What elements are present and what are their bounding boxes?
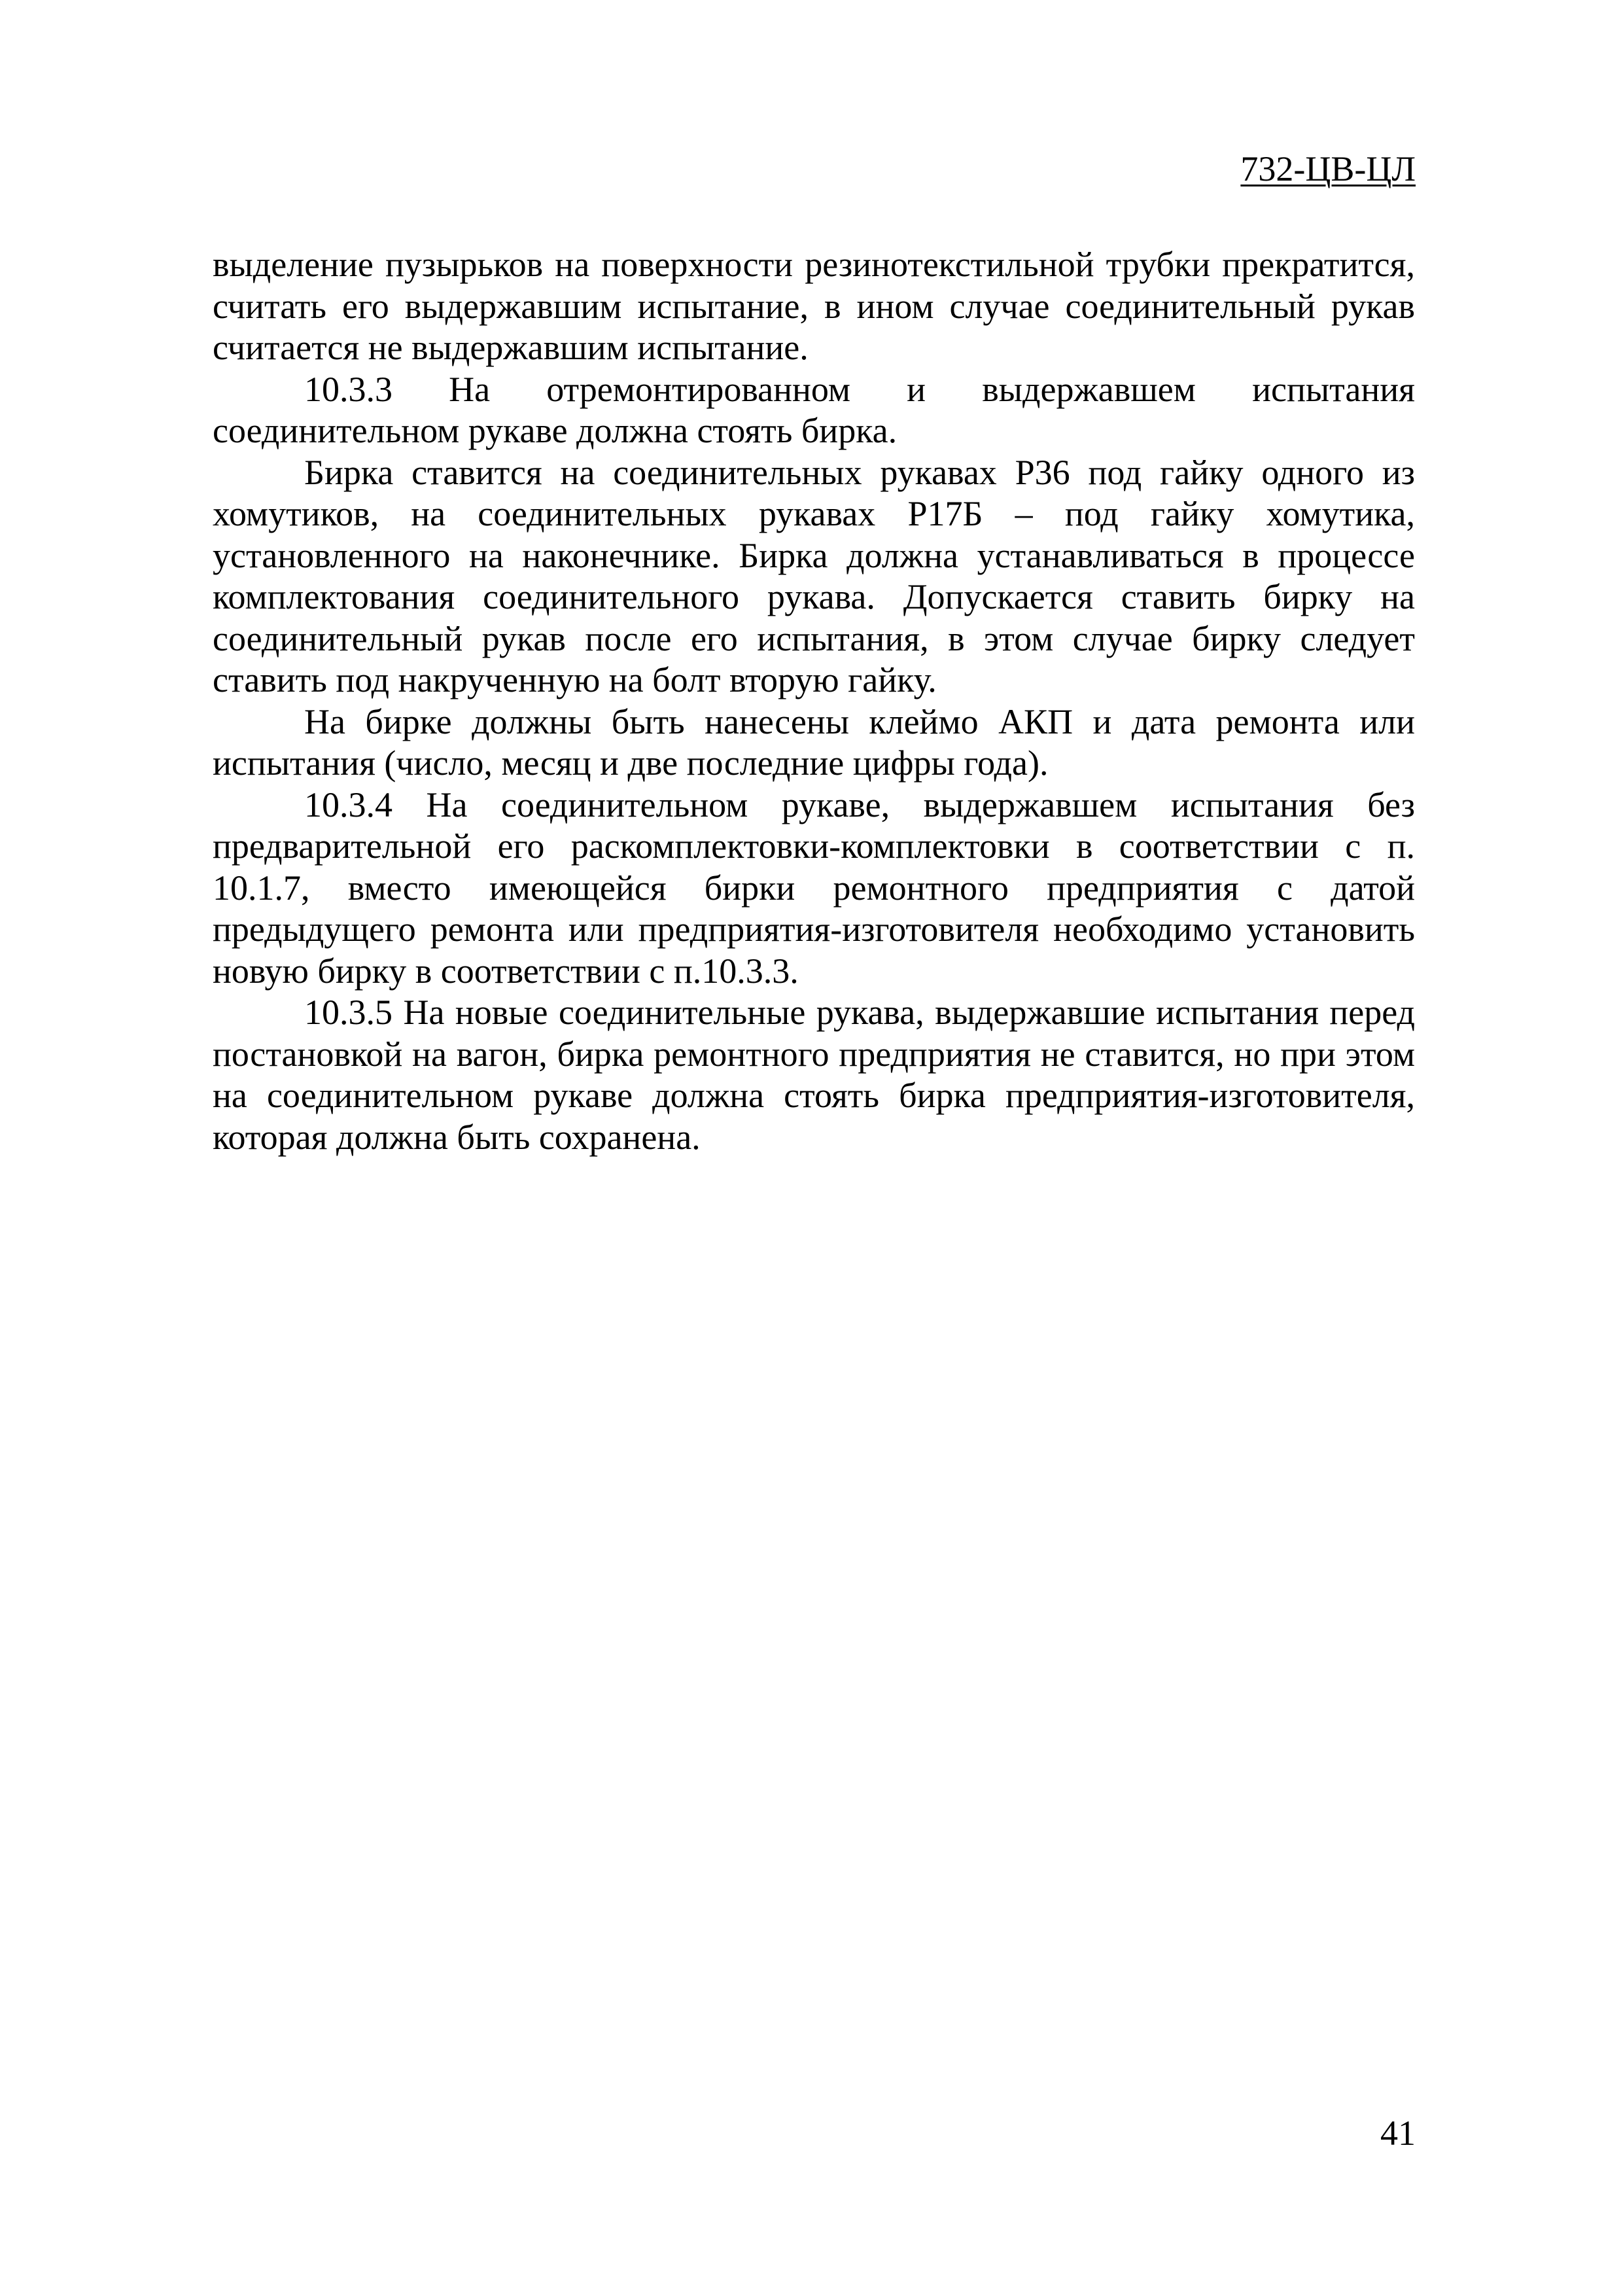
page-number: 41: [1380, 2113, 1416, 2153]
paragraph-tag-placement: Бирка ставится на соединительных рукавах Р36 под гайку одного из хомутиков, на соединительных рукавах Р17Б – под гайку хомутика, установленного на наконечнике. Бирка должна устанавливаться в процессе комплектования соединительного рукава. Допускается ставить бирку на соединительный рукав после его испытания, в этом случае бирку следует ставить под накрученную на болт вторую гайку.: [213, 452, 1415, 699]
paragraph-tag-marking: На бирке должны быть нанесены клеймо АКП и дата ремонта или испытания (число, месяц и две последние цифры года).: [213, 701, 1415, 783]
paragraph-10-3-3: 10.3.3 На отремонтированном и выдержавшем испытания соединительном рукаве должна стоять бирка.: [213, 369, 1415, 450]
paragraph-10-3-5: 10.3.5 На новые соединительные рукава, выдержавшие испытания перед постановкой на вагон, бирка ремонтного предприятия не ставится, но при этом на соединительном рукаве должна стоять бирка предприятия-изготовителя, которая должна быть сохранена.: [213, 993, 1415, 1157]
document-code: 732-ЦВ-ЦЛ: [1240, 149, 1416, 188]
paragraph-continuation: выделение пузырьков на поверхности резинотекстильной трубки прекратится, считать его выдержавшим испытание, в ином случае соединительный рукав считается не выдержавшим испытание.: [213, 245, 1415, 367]
document-body: [213, 244, 1415, 1158]
paragraph-10-3-4: 10.3.4 На соединительном рукаве, выдержавшем испытания без предварительной его раскомплектовки-комплектовки в соответствии с п. 10.1.7, вместо имеющейся бирки ремонтного предприятия с датой предыдущего ремонта или предприятия-изготовителя необходимо установить новую бирку в соответствии с п.10.3.3.: [213, 785, 1415, 991]
